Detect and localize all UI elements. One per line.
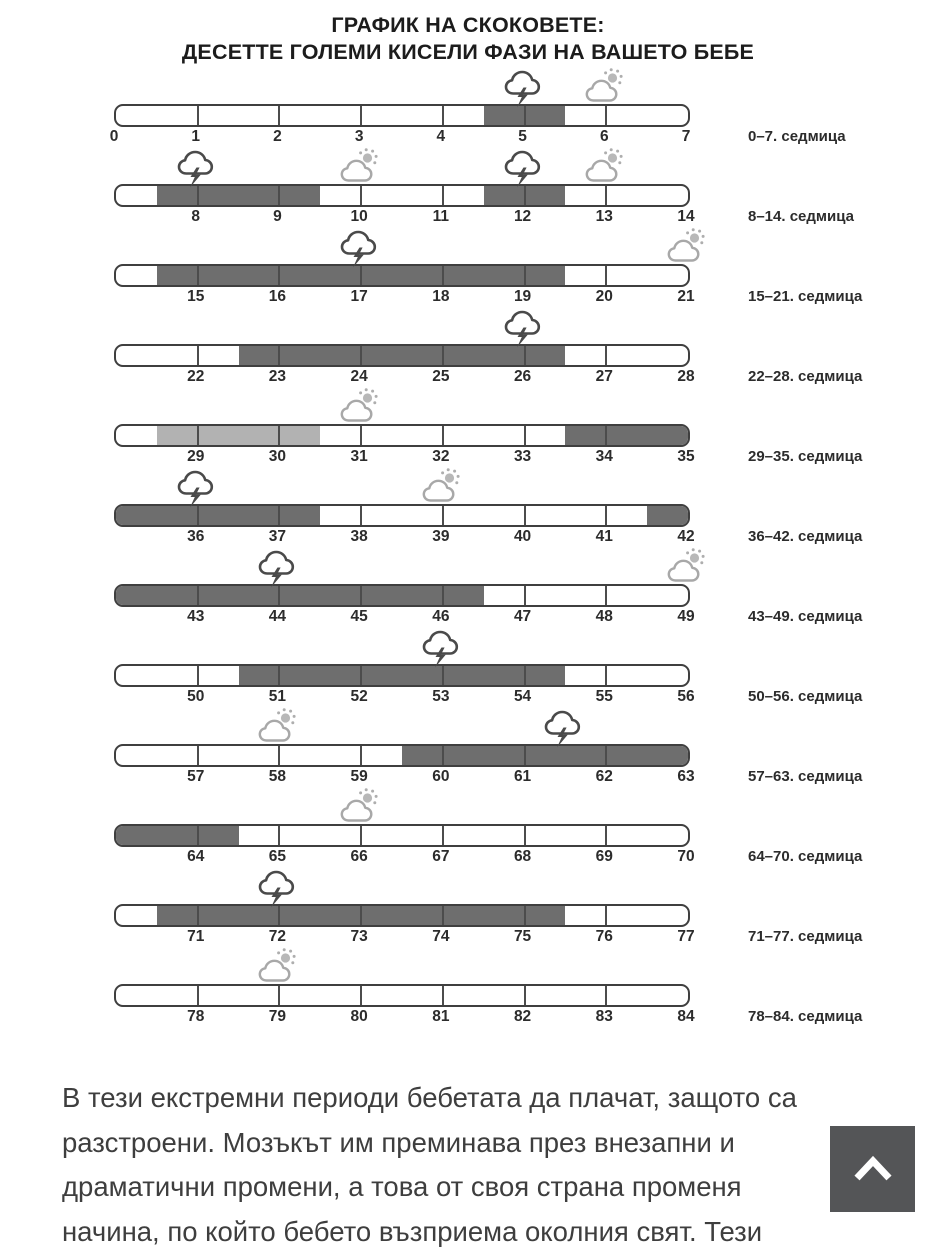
week-number-label: 26 — [514, 368, 531, 386]
paragraph-line: разстроени. Мозъкът им преминава през внезапни и — [62, 1121, 912, 1166]
icon-layer — [114, 954, 686, 984]
week-number-label: 41 — [596, 528, 613, 546]
chart-title — [0, 12, 936, 66]
week-tick — [524, 506, 526, 525]
week-bar — [114, 904, 690, 927]
week-labels — [114, 288, 686, 308]
week-tick — [278, 666, 280, 685]
week-number-label: 71 — [187, 928, 204, 946]
week-labels — [114, 368, 686, 388]
week-tick — [605, 106, 607, 125]
week-number-label: 52 — [351, 688, 368, 706]
week-tick — [197, 426, 199, 445]
week-number-label: 58 — [269, 768, 286, 786]
week-bar — [114, 584, 690, 607]
week-tick — [278, 986, 280, 1005]
fussy-phase-segment — [116, 586, 484, 605]
week-number-label: 6 — [600, 128, 609, 146]
week-row — [0, 474, 936, 554]
sun-cloud-icon — [666, 548, 706, 583]
week-number-label: 0 — [110, 128, 119, 146]
icon-layer — [114, 634, 686, 664]
week-tick — [360, 666, 362, 685]
week-tick — [360, 426, 362, 445]
week-tick — [278, 346, 280, 365]
icon-layer — [114, 314, 686, 344]
week-tick — [442, 986, 444, 1005]
week-tick — [197, 586, 199, 605]
fussy-phase-segment — [239, 666, 566, 685]
storm-cloud-icon — [421, 626, 461, 669]
week-row — [0, 714, 936, 794]
week-tick — [442, 746, 444, 765]
sun-cloud-icon — [666, 228, 706, 263]
week-number-label: 10 — [351, 208, 368, 226]
week-tick — [605, 506, 607, 525]
week-tick — [278, 826, 280, 845]
row-caption: 57–63. седмица — [748, 768, 862, 785]
week-tick — [442, 106, 444, 125]
storm-cloud-icon — [176, 466, 216, 509]
storm-cloud-icon — [257, 546, 297, 589]
week-tick — [278, 426, 280, 445]
icon-layer — [114, 714, 686, 744]
week-labels — [114, 208, 686, 228]
week-tick — [197, 346, 199, 365]
week-number-label: 14 — [677, 208, 694, 226]
week-tick — [605, 586, 607, 605]
chart-title-line1: ГРАФИК НА СКОКОВЕТЕ: — [0, 12, 936, 39]
week-tick — [360, 186, 362, 205]
week-number-label: 42 — [677, 528, 694, 546]
week-number-label: 39 — [432, 528, 449, 546]
week-number-label: 64 — [187, 848, 204, 866]
week-number-label: 69 — [596, 848, 613, 866]
row-caption: 36–42. седмица — [748, 528, 862, 545]
week-labels — [114, 848, 686, 868]
week-number-label: 83 — [596, 1008, 613, 1026]
week-number-label: 12 — [514, 208, 531, 226]
sun-cloud-icon — [584, 68, 624, 103]
week-row — [0, 794, 936, 874]
icon-layer — [114, 554, 686, 584]
week-labels — [114, 608, 686, 628]
week-number-label: 28 — [677, 368, 694, 386]
week-tick — [278, 506, 280, 525]
paragraph-line: драматични промени, а това от своя страна променя — [62, 1165, 912, 1210]
week-row — [0, 234, 936, 314]
week-tick — [605, 666, 607, 685]
week-bar — [114, 424, 690, 447]
week-number-label: 73 — [351, 928, 368, 946]
week-number-label: 79 — [269, 1008, 286, 1026]
row-caption: 43–49. седмица — [748, 608, 862, 625]
fussy-phase-segment-light — [157, 426, 320, 445]
row-caption: 15–21. седмица — [748, 288, 862, 305]
sun-cloud-icon — [339, 148, 379, 183]
week-tick — [360, 746, 362, 765]
week-number-label: 1 — [191, 128, 200, 146]
week-labels — [114, 448, 686, 468]
week-tick — [442, 506, 444, 525]
week-tick — [605, 346, 607, 365]
storm-cloud-icon — [339, 226, 379, 269]
week-number-label: 46 — [432, 608, 449, 626]
week-number-label: 11 — [433, 208, 449, 226]
row-caption: 71–77. седмица — [748, 928, 862, 945]
week-number-label: 23 — [269, 368, 286, 386]
week-tick — [442, 906, 444, 925]
week-number-label: 7 — [682, 128, 691, 146]
week-number-label: 32 — [432, 448, 449, 466]
week-number-label: 36 — [187, 528, 204, 546]
week-row — [0, 634, 936, 714]
week-number-label: 18 — [432, 288, 449, 306]
week-number-label: 56 — [677, 688, 694, 706]
week-tick — [442, 586, 444, 605]
week-tick — [360, 346, 362, 365]
week-number-label: 29 — [187, 448, 204, 466]
week-number-label: 62 — [596, 768, 613, 786]
week-bar — [114, 664, 690, 687]
week-tick — [278, 186, 280, 205]
paragraph-line: начина, по който бебето възприема околния свят. Тези — [62, 1210, 912, 1254]
week-number-label: 80 — [351, 1008, 368, 1026]
week-number-label: 2 — [273, 128, 282, 146]
week-tick — [524, 586, 526, 605]
icon-layer — [114, 794, 686, 824]
week-bar — [114, 264, 690, 287]
week-row — [0, 394, 936, 474]
week-number-label: 74 — [432, 928, 449, 946]
week-labels — [114, 128, 686, 148]
week-number-label: 20 — [596, 288, 613, 306]
row-caption: 8–14. седмица — [748, 208, 854, 225]
sun-cloud-icon — [257, 708, 297, 743]
week-number-label: 25 — [432, 368, 449, 386]
week-tick — [605, 906, 607, 925]
week-row — [0, 74, 936, 154]
week-bar — [114, 824, 690, 847]
week-tick — [360, 106, 362, 125]
week-tick — [605, 266, 607, 285]
storm-cloud-icon — [503, 146, 543, 189]
week-row — [0, 874, 936, 954]
scroll-to-top-button[interactable] — [830, 1126, 915, 1212]
week-labels — [114, 928, 686, 948]
sun-cloud-icon — [584, 148, 624, 183]
week-number-label: 55 — [596, 688, 613, 706]
week-number-label: 35 — [677, 448, 694, 466]
week-number-label: 34 — [596, 448, 613, 466]
week-tick — [524, 266, 526, 285]
week-bar — [114, 104, 690, 127]
fussy-phase-segment — [647, 506, 688, 525]
week-number-label: 15 — [187, 288, 204, 306]
week-tick — [524, 426, 526, 445]
week-tick — [605, 746, 607, 765]
body-paragraph — [62, 1076, 912, 1254]
week-tick — [442, 186, 444, 205]
week-number-label: 49 — [677, 608, 694, 626]
week-number-label: 68 — [514, 848, 531, 866]
week-bar — [114, 344, 690, 367]
week-row — [0, 554, 936, 634]
week-tick — [524, 906, 526, 925]
chevron-up-icon — [849, 1151, 897, 1187]
week-number-label: 63 — [677, 768, 694, 786]
row-caption: 78–84. седмица — [748, 1008, 862, 1025]
week-number-label: 30 — [269, 448, 286, 466]
week-number-label: 17 — [351, 288, 368, 306]
week-number-label: 50 — [187, 688, 204, 706]
week-tick — [442, 346, 444, 365]
week-tick — [197, 266, 199, 285]
fussy-phase-segment — [116, 506, 320, 525]
week-number-label: 70 — [677, 848, 694, 866]
storm-cloud-icon — [257, 866, 297, 909]
week-tick — [360, 826, 362, 845]
row-caption: 22–28. седмица — [748, 368, 862, 385]
week-number-label: 37 — [269, 528, 286, 546]
week-number-label: 43 — [187, 608, 204, 626]
week-number-label: 31 — [351, 448, 368, 466]
storm-cloud-icon — [543, 706, 583, 749]
week-row — [0, 954, 936, 1034]
week-number-label: 61 — [514, 768, 531, 786]
row-caption: 29–35. седмица — [748, 448, 862, 465]
week-labels — [114, 528, 686, 548]
row-caption: 50–56. седмица — [748, 688, 862, 705]
week-tick — [278, 746, 280, 765]
icon-layer — [114, 74, 686, 104]
week-number-label: 24 — [351, 368, 368, 386]
week-tick — [442, 426, 444, 445]
week-labels — [114, 688, 686, 708]
week-number-label: 53 — [432, 688, 449, 706]
week-tick — [197, 106, 199, 125]
icon-layer — [114, 154, 686, 184]
fussy-phase-segment — [116, 826, 239, 845]
week-number-label: 51 — [269, 688, 286, 706]
week-tick — [524, 826, 526, 845]
week-number-label: 48 — [596, 608, 613, 626]
week-number-label: 16 — [269, 288, 286, 306]
week-number-label: 81 — [432, 1008, 449, 1026]
week-number-label: 57 — [187, 768, 204, 786]
week-number-label: 72 — [269, 928, 286, 946]
week-number-label: 65 — [269, 848, 286, 866]
week-number-label: 8 — [191, 208, 200, 226]
week-tick — [605, 426, 607, 445]
week-number-label: 40 — [514, 528, 531, 546]
paragraph-line: В тези екстремни периоди бебетата да плачат, защото са — [62, 1076, 912, 1121]
icon-layer — [114, 234, 686, 264]
row-caption: 64–70. седмица — [748, 848, 862, 865]
week-number-label: 38 — [351, 528, 368, 546]
week-number-label: 27 — [596, 368, 613, 386]
week-tick — [605, 186, 607, 205]
storm-cloud-icon — [176, 146, 216, 189]
week-number-label: 47 — [514, 608, 531, 626]
sun-cloud-icon — [257, 948, 297, 983]
week-number-label: 13 — [596, 208, 613, 226]
week-tick — [442, 826, 444, 845]
sun-cloud-icon — [421, 468, 461, 503]
week-tick — [524, 986, 526, 1005]
fussy-phase-segment — [565, 426, 688, 445]
week-tick — [278, 106, 280, 125]
week-tick — [360, 506, 362, 525]
week-number-label: 67 — [432, 848, 449, 866]
week-number-label: 54 — [514, 688, 531, 706]
chart-title-line2: ДЕСЕТТЕ ГОЛЕМИ КИСЕЛИ ФАЗИ НА ВАШЕТО БЕБЕ — [0, 39, 936, 66]
icon-layer — [114, 394, 686, 424]
week-labels — [114, 768, 686, 788]
week-row — [0, 154, 936, 234]
sun-cloud-icon — [339, 388, 379, 423]
week-tick — [360, 586, 362, 605]
week-number-label: 78 — [187, 1008, 204, 1026]
week-tick — [524, 746, 526, 765]
week-tick — [605, 986, 607, 1005]
week-tick — [442, 266, 444, 285]
week-number-label: 82 — [514, 1008, 531, 1026]
week-tick — [197, 986, 199, 1005]
week-number-label: 33 — [514, 448, 531, 466]
week-number-label: 76 — [596, 928, 613, 946]
week-number-label: 77 — [677, 928, 694, 946]
week-number-label: 9 — [273, 208, 282, 226]
week-number-label: 60 — [432, 768, 449, 786]
week-bar — [114, 984, 690, 1007]
week-number-label: 22 — [187, 368, 204, 386]
week-number-label: 75 — [514, 928, 531, 946]
icon-layer — [114, 474, 686, 504]
storm-cloud-icon — [503, 306, 543, 349]
week-number-label: 66 — [351, 848, 368, 866]
week-tick — [360, 906, 362, 925]
sun-cloud-icon — [339, 788, 379, 823]
week-tick — [197, 746, 199, 765]
week-tick — [197, 826, 199, 845]
week-number-label: 21 — [677, 288, 694, 306]
week-number-label: 59 — [351, 768, 368, 786]
storm-cloud-icon — [503, 66, 543, 109]
week-tick — [197, 906, 199, 925]
week-number-label: 5 — [518, 128, 527, 146]
week-number-label: 45 — [351, 608, 368, 626]
week-row — [0, 314, 936, 394]
week-tick — [278, 266, 280, 285]
week-labels — [114, 1008, 686, 1028]
week-number-label: 19 — [514, 288, 531, 306]
week-number-label: 3 — [355, 128, 364, 146]
row-caption: 0–7. седмица — [748, 128, 846, 145]
week-tick — [524, 666, 526, 685]
week-tick — [197, 666, 199, 685]
week-tick — [360, 986, 362, 1005]
week-tick — [605, 826, 607, 845]
week-number-label: 4 — [437, 128, 446, 146]
week-number-label: 84 — [677, 1008, 694, 1026]
week-bar — [114, 744, 690, 767]
leaps-chart — [0, 74, 936, 1034]
week-number-label: 44 — [269, 608, 286, 626]
icon-layer — [114, 874, 686, 904]
